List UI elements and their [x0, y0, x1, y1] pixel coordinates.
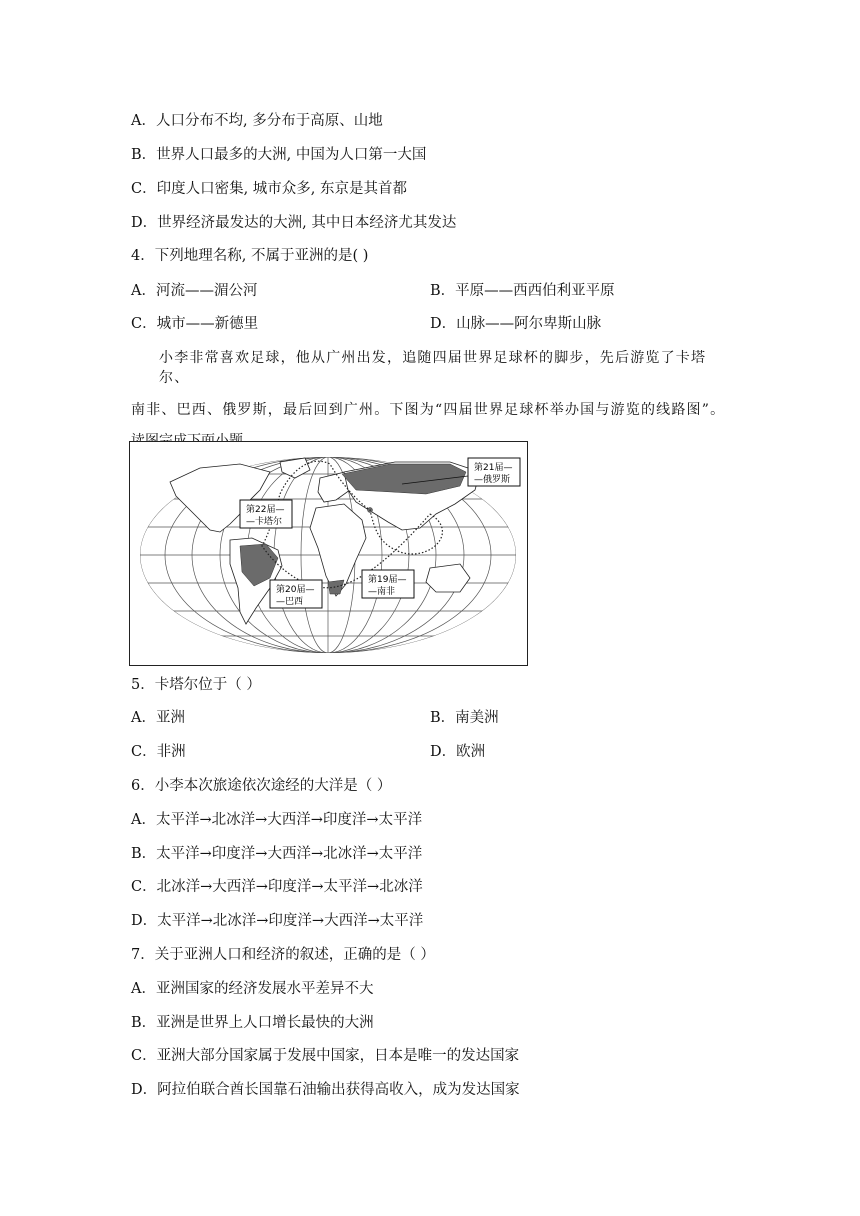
q4-option-b: B．平原——西西伯利亚平原 [430, 283, 615, 299]
q3-option-c: C．印度人口密集, 城市众多, 东京是其首都 [131, 181, 408, 197]
q7-option-a: A．亚洲国家的经济发展水平差异不大 [131, 981, 374, 997]
q5-option-c: C．非洲 [131, 744, 186, 760]
q6-option-c: C．北冰洋→大西洋→印度洋→太平洋→北冰洋 [131, 879, 423, 895]
passage-line-2: 南非、巴西、俄罗斯，最后回到广州。下图为“四届世界足球杯举办国与游览的线路图”。 [131, 402, 726, 418]
label-20-line1: 第20届— [276, 585, 315, 595]
label-box-22 [240, 500, 292, 528]
q4-option-a: A．河流——湄公河 [131, 283, 258, 299]
q6-option-b: B．太平洋→印度洋→大西洋→北冰洋→太平洋 [131, 846, 423, 862]
passage-line-1: 小李非常喜欢足球，他从广州出发，追随四届世界足球杯的脚步，先后游览了卡塔尔、 [159, 350, 707, 386]
label-box-20 [270, 580, 322, 608]
passage [131, 348, 731, 451]
label-22-line1: 第22届— [246, 505, 285, 515]
q6-option-d: D．太平洋→北冰洋→印度洋→大西洋→太平洋 [131, 913, 424, 929]
q4-stem: 4．下列地理名称, 不属于亚洲的是( ) [131, 248, 369, 264]
q5-stem: 5．卡塔尔位于（ ） [131, 677, 261, 693]
q7-option-b: B．亚洲是世界上人口增长最快的大洲 [131, 1015, 374, 1031]
australia [426, 564, 470, 592]
q7-option-c: C．亚洲大部分国家属于发展中国家，日本是唯一的发达国家 [131, 1048, 520, 1064]
q7-stem: 7．关于亚洲人口和经济的叙述，正确的是（ ） [131, 947, 435, 963]
q6-stem: 6．小李本次旅途依次途经的大洋是（ ） [131, 778, 392, 794]
label-19-line2: —南非 [368, 587, 396, 597]
q5-option-b: B．南美洲 [430, 710, 499, 726]
q3-option-a: A．人口分布不均, 多分布于高原、山地 [131, 113, 383, 129]
south-africa-shaded [328, 580, 344, 594]
q5-option-d: D．欧洲 [430, 744, 486, 760]
q3-option-d: D．世界经济最发达的大洲, 其中日本经济尤其发达 [131, 215, 457, 231]
label-19-line1: 第19届— [368, 575, 407, 585]
greenland [280, 458, 310, 478]
q3-option-b: B．世界人口最多的大洲, 中国为人口第一大国 [131, 147, 427, 163]
world-cup-route-map [129, 441, 528, 666]
q5-option-a: A．亚洲 [131, 710, 185, 726]
q6-option-a: A．太平洋→北冰洋→大西洋→印度洋→太平洋 [131, 812, 423, 828]
label-20-line2: —巴西 [276, 597, 304, 607]
label-22-line2: —卡塔尔 [246, 517, 283, 527]
label-21-line1: 第21届— [474, 463, 513, 473]
label-box-19 [362, 570, 414, 598]
q4-option-c: C．城市——新德里 [131, 316, 259, 332]
q4-option-d: D．山脉——阿尔卑斯山脉 [430, 316, 602, 332]
q7-option-d: D．阿拉伯联合酋长国靠石油输出获得高收入，成为发达国家 [131, 1082, 520, 1098]
label-21-line2: —俄罗斯 [474, 475, 511, 485]
